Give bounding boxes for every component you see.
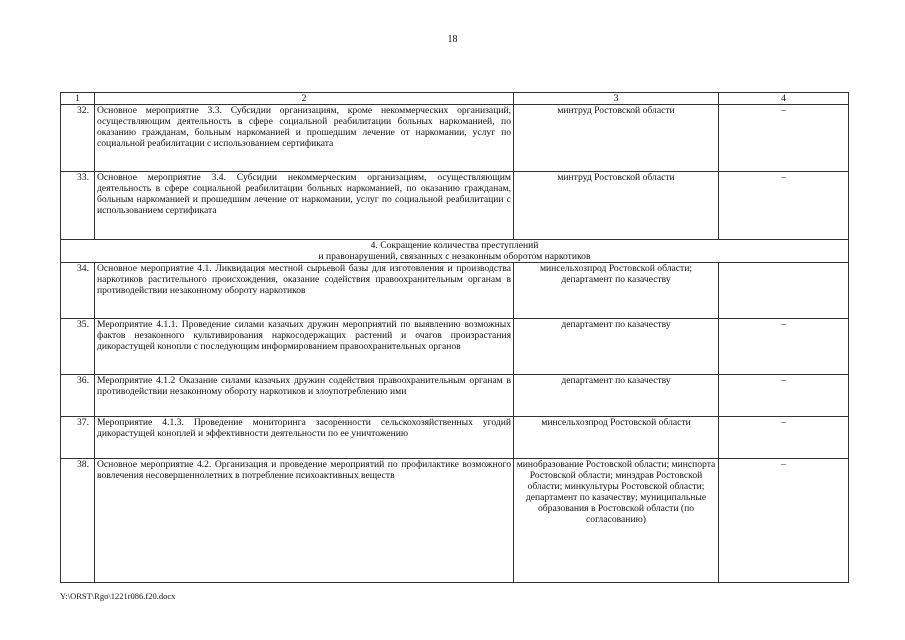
col4-cell: – bbox=[719, 172, 849, 240]
measure-text: Мероприятие 4.1.1. Проведение силами казачьих дружин мероприятий по выявлению возможных фактов незаконного культивирования наркосодержащих растений и очагов произрастания дикорастущей конопли с последующим информированием правоохранительных органов bbox=[95, 319, 514, 375]
program-table bbox=[60, 92, 849, 583]
table-row bbox=[61, 172, 849, 240]
row-number: 32. bbox=[61, 105, 95, 172]
col4-cell: – bbox=[719, 375, 849, 417]
table-row bbox=[61, 105, 849, 172]
section-row bbox=[61, 240, 849, 263]
executor-cell: департамент по казачеству bbox=[514, 375, 719, 417]
table-row bbox=[61, 263, 849, 319]
header-cell: 4 bbox=[719, 93, 849, 105]
row-number: 38. bbox=[61, 459, 95, 583]
table-row bbox=[61, 459, 849, 583]
col4-cell: – bbox=[719, 459, 849, 583]
measure-text: Основное мероприятие 4.2. Организация и проведение мероприятий по профилактике возможного вовлечения несовершеннолетних в потребление психоактивных веществ bbox=[95, 459, 514, 583]
header-cell: 3 bbox=[514, 93, 719, 105]
col4-cell: – bbox=[719, 417, 849, 459]
section-heading bbox=[61, 240, 849, 263]
header-row bbox=[61, 93, 849, 105]
col4-cell bbox=[719, 263, 849, 319]
header-cell: 1 bbox=[61, 93, 95, 105]
table-row bbox=[61, 375, 849, 417]
file-path-footer: Y:\ORST\Rgo\1221r086.f20.docx bbox=[60, 591, 176, 601]
row-number: 33. bbox=[61, 172, 95, 240]
executor-cell: департамент по казачеству bbox=[514, 319, 719, 375]
page-number: 18 bbox=[447, 34, 458, 45]
measure-text: Мероприятие 4.1.3. Проведение мониторинга засоренности сельскохозяйственных угодий дикорастущей коноплей и эффективности деятельности по ее уничтожению bbox=[95, 417, 514, 459]
col4-cell: – bbox=[719, 105, 849, 172]
table-row bbox=[61, 417, 849, 459]
section-line: и правонарушений, связанных с незаконным оборотом наркотиков bbox=[318, 251, 591, 262]
table-row bbox=[61, 319, 849, 375]
executor-cell: минтруд Ростовской области bbox=[514, 172, 719, 240]
executor-cell: минсельхозпрод Ростовской области bbox=[514, 417, 719, 459]
measure-text: Основное мероприятие 3.4. Субсидии некоммерческим организациям, осуществляющим деятельность в сфере социальной реабилитации больных наркоманией, по оказанию гражданам, больным наркоманией и прошедшим лечение от наркомании, услуг по социальной реабилитации с использованием сертификата bbox=[95, 172, 514, 240]
measure-text: Основное мероприятие 3.3. Субсидии организациям, кроме некоммерческих организаций, осуществляющим деятельность в сфере социальной реабилитации больных наркоманией, по оказанию гражданам, больным наркоманией и прошедшим лечение от наркомании, услуг по социальной реабилитации с использованием сертификата bbox=[95, 105, 514, 172]
col4-cell: – bbox=[719, 319, 849, 375]
row-number: 34. bbox=[61, 263, 95, 319]
row-number: 35. bbox=[61, 319, 95, 375]
row-number: 37. bbox=[61, 417, 95, 459]
measure-text: Мероприятие 4.1.2 Оказание силами казачьих дружин содействия правоохранительным органам в противодействии незаконному обороту наркотиков и злоупотреблению ими bbox=[95, 375, 514, 417]
executor-cell: минсельхозпрод Ростовской области; департамент по казачеству bbox=[514, 263, 719, 319]
header-cell: 2 bbox=[95, 93, 514, 105]
row-number: 36. bbox=[61, 375, 95, 417]
measure-text: Основное мероприятие 4.1. Ликвидация местной сырьевой базы для изготовления и производства наркотиков растительного происхождения, оказание содействия правоохранительным органам в противодействии незаконному обороту наркотиков bbox=[95, 263, 514, 319]
section-line: 4. Сокращение количества преступлений bbox=[370, 240, 539, 251]
executor-cell: минобразование Ростовской области; минспорта Ростовской области; минздрав Ростовской области; минкультуры Ростовской области; департамент по казачеству; муниципальные образования в Ростовской области (по согласованию) bbox=[514, 459, 719, 583]
executor-cell: минтруд Ростовской области bbox=[514, 105, 719, 172]
